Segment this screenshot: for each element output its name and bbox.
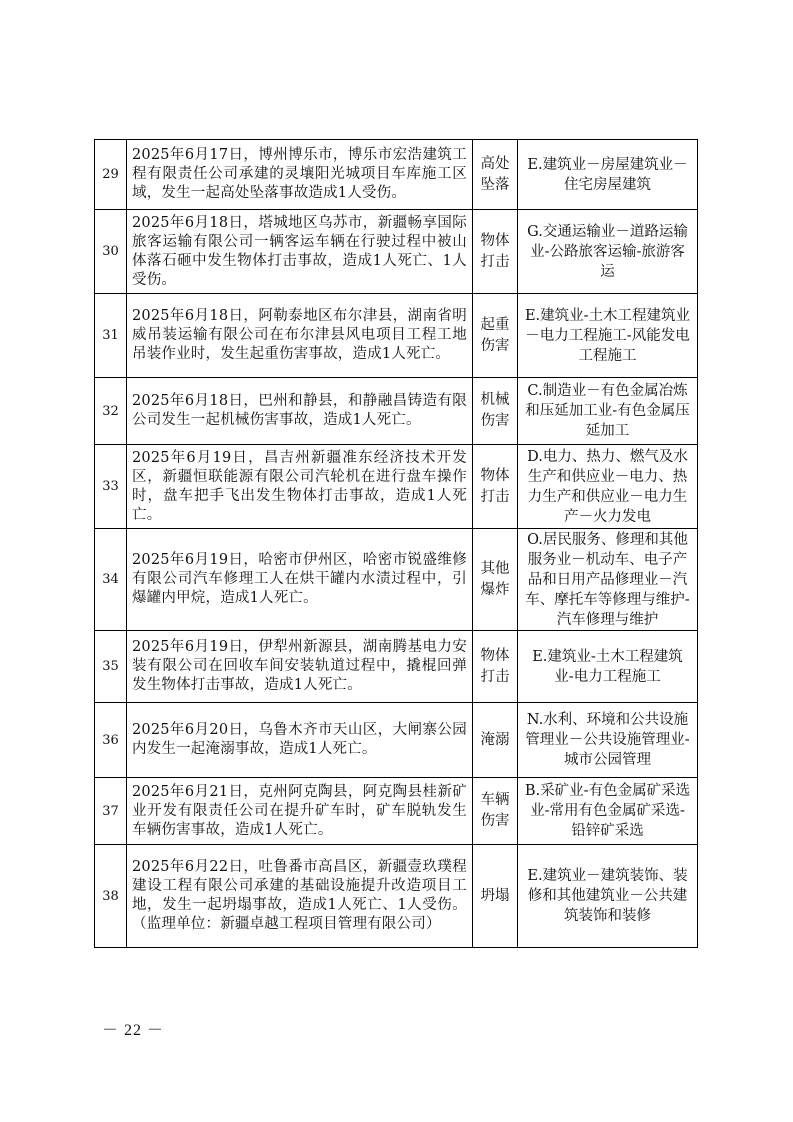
- accident-type: 车辆伤害: [473, 778, 518, 845]
- industry-category: E.建筑业－房屋建筑业－住宅房屋建筑: [518, 140, 698, 210]
- row-number: 31: [95, 294, 127, 378]
- table-row: [95, 210, 698, 294]
- accident-description: 2025年6月19日，伊犁州新源县，湖南腾基电力安装有限公司在回收车间安装轨道过程中，撬棍回弹发生物体打击事故，造成1人死亡。: [127, 631, 473, 703]
- accident-type: 物体打击: [473, 631, 518, 703]
- row-number: 34: [95, 529, 127, 631]
- industry-category: C.制造业－有色金属冶炼和压延加工业-有色金属压延加工: [518, 378, 698, 445]
- industry-category: D.电力、热力、燃气及水生产和供应业－电力、热力生产和供应业－电力生产－火力发电: [518, 445, 698, 529]
- table-row: [95, 845, 698, 948]
- table-row: [95, 378, 698, 445]
- row-number: 30: [95, 210, 127, 294]
- row-number: 29: [95, 140, 127, 210]
- row-number: 35: [95, 631, 127, 703]
- industry-category: O.居民服务、修理和其他服务业－机动车、电子产品和日用产品修理业－汽车、摩托车等修理与维护-汽车修理与维护: [518, 529, 698, 631]
- accident-description: 2025年6月19日，昌吉州新疆准东经济技术开发区，新疆恒联能源有限公司汽轮机在进行盘车操作时，盘车把手飞出发生物体打击事故，造成1人死亡。: [127, 445, 473, 529]
- industry-category: N.水利、环境和公共设施管理业－公共设施管理业-城市公园管理: [518, 703, 698, 778]
- accident-type: 机械伤害: [473, 378, 518, 445]
- accident-description: 2025年6月21日，克州阿克陶县，阿克陶县桂新矿业开发有限责任公司在提升矿车时，矿车脱轨发生车辆伤害事故，造成1人死亡。: [127, 778, 473, 845]
- row-number: 37: [95, 778, 127, 845]
- page-number: － 22 －: [102, 1022, 165, 1039]
- accident-type: 其他爆炸: [473, 529, 518, 631]
- accident-type: 物体打击: [473, 210, 518, 294]
- accident-type: 坍塌: [473, 845, 518, 948]
- industry-category: E.建筑业-土木工程建筑业－电力工程施工-风能发电工程施工: [518, 294, 698, 378]
- row-number: 32: [95, 378, 127, 445]
- industry-category: E.建筑业－建筑装饰、装修和其他建筑业－公共建筑装饰和装修: [518, 845, 698, 948]
- accident-description: 2025年6月18日，阿勒泰地区布尔津县，湖南省明威吊装运输有限公司在布尔津县风电项目工程工地吊装作业时，发生起重伤害事故，造成1人死亡。: [127, 294, 473, 378]
- accident-description: 2025年6月18日，巴州和静县，和静融昌铸造有限公司发生一起机械伤害事故，造成1人死亡。: [127, 378, 473, 445]
- accident-type: 淹溺: [473, 703, 518, 778]
- industry-category: B.采矿业-有色金属矿采选业-常用有色金属矿采选-铅锌矿采选: [518, 778, 698, 845]
- accident-description: 2025年6月20日，乌鲁木齐市天山区，大闸寨公园内发生一起淹溺事故，造成1人死亡。: [127, 703, 473, 778]
- table-row: [95, 778, 698, 845]
- accident-description: 2025年6月22日，吐鲁番市高昌区，新疆壹玖璞程建设工程有限公司承建的基础设施提升改造项目工地，发生一起坍塌事故，造成1人死亡、1人受伤。（监理单位：新疆卓越工程项目管理有限公司）: [127, 845, 473, 948]
- row-number: 38: [95, 845, 127, 948]
- accident-table: [94, 139, 698, 948]
- row-number: 33: [95, 445, 127, 529]
- accident-type: 高处坠落: [473, 140, 518, 210]
- accident-description: 2025年6月19日，哈密市伊州区，哈密市锐盛维修有限公司汽车修理工人在烘干罐内水渍过程中，引爆罐内甲烷，造成1人死亡。: [127, 529, 473, 631]
- table-row: [95, 631, 698, 703]
- table-row: [95, 294, 698, 378]
- table-row: [95, 445, 698, 529]
- accident-type: 物体打击: [473, 445, 518, 529]
- table-row: [95, 140, 698, 210]
- accident-description: 2025年6月18日，塔城地区乌苏市，新疆畅享国际旅客运输有限公司一辆客运车辆在行驶过程中被山体落石砸中发生物体打击事故，造成1人死亡、1人受伤。: [127, 210, 473, 294]
- industry-category: G.交通运输业－道路运输业-公路旅客运输-旅游客运: [518, 210, 698, 294]
- accident-type: 起重伤害: [473, 294, 518, 378]
- industry-category: E.建筑业-土木工程建筑业-电力工程施工: [518, 631, 698, 703]
- accident-description: 2025年6月17日，博州博乐市，博乐市宏浩建筑工程有限责任公司承建的灵壤阳光城项目车库施工区域，发生一起高处坠落事故造成1人受伤。: [127, 140, 473, 210]
- row-number: 36: [95, 703, 127, 778]
- table-row: [95, 529, 698, 631]
- table-row: [95, 703, 698, 778]
